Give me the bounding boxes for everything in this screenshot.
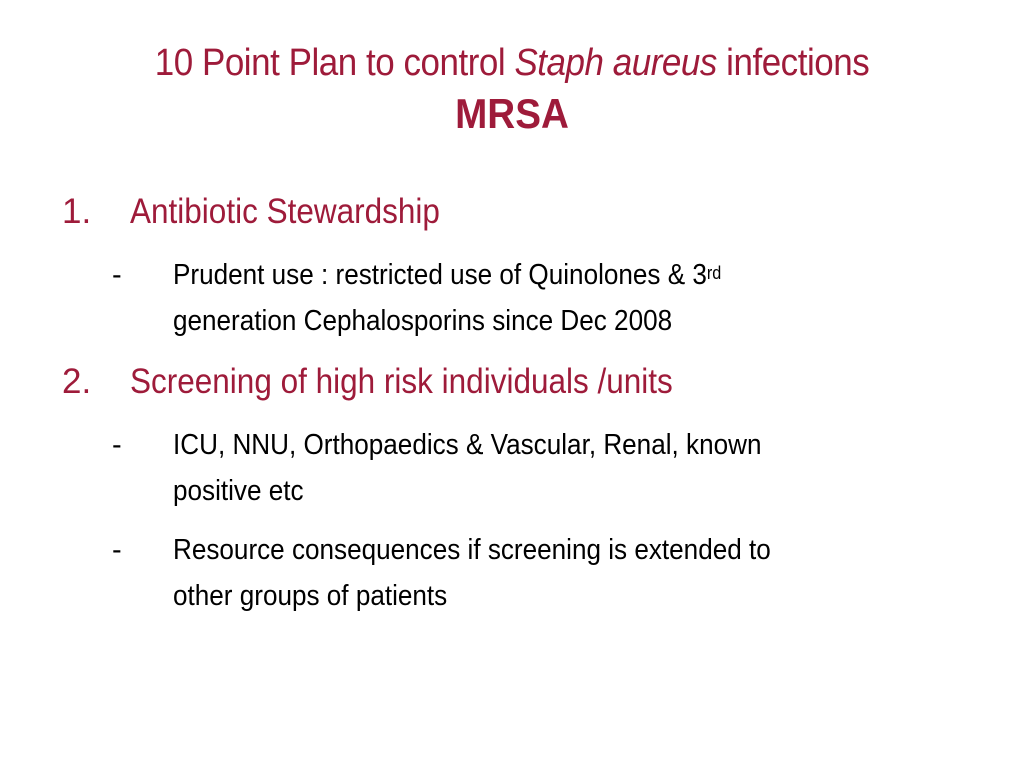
sub-item-line2: generation Cephalosporins since Dec 2008 [173, 305, 673, 337]
bullet-dash: - [112, 259, 122, 291]
sub-item-text [173, 527, 893, 619]
title-suffix: infections [716, 42, 870, 84]
superscript: rd [706, 263, 722, 283]
sub-item-line1: ICU, NNU, Orthopaedics & Vascular, Renal, known [173, 429, 762, 461]
sub-item-line2: other groups of patients [173, 580, 448, 612]
title-prefix: 10 Point Plan to control [154, 42, 515, 84]
sub-item-line1: Resource consequences if screening is extended to [173, 534, 771, 566]
sub-item-line1: Prudent use : restricted use of Quinolones & 3 [173, 259, 707, 291]
slide-subtitle: MRSA [455, 90, 569, 137]
list-item-number: 1. [62, 192, 92, 231]
list-item-2 [62, 362, 733, 402]
list-item-text: Screening of high risk individuals /units [130, 362, 673, 401]
sub-item-text [173, 252, 893, 344]
sub-item-text [173, 422, 893, 514]
list-item-1 [62, 192, 474, 232]
sub-item-line2: positive etc [173, 475, 304, 507]
title-italic: Staph aureus [514, 42, 717, 84]
bullet-dash: - [112, 429, 122, 461]
bullet-dash: - [112, 534, 122, 566]
list-item-number: 2. [62, 362, 92, 401]
list-item-text: Antibiotic Stewardship [130, 192, 440, 231]
